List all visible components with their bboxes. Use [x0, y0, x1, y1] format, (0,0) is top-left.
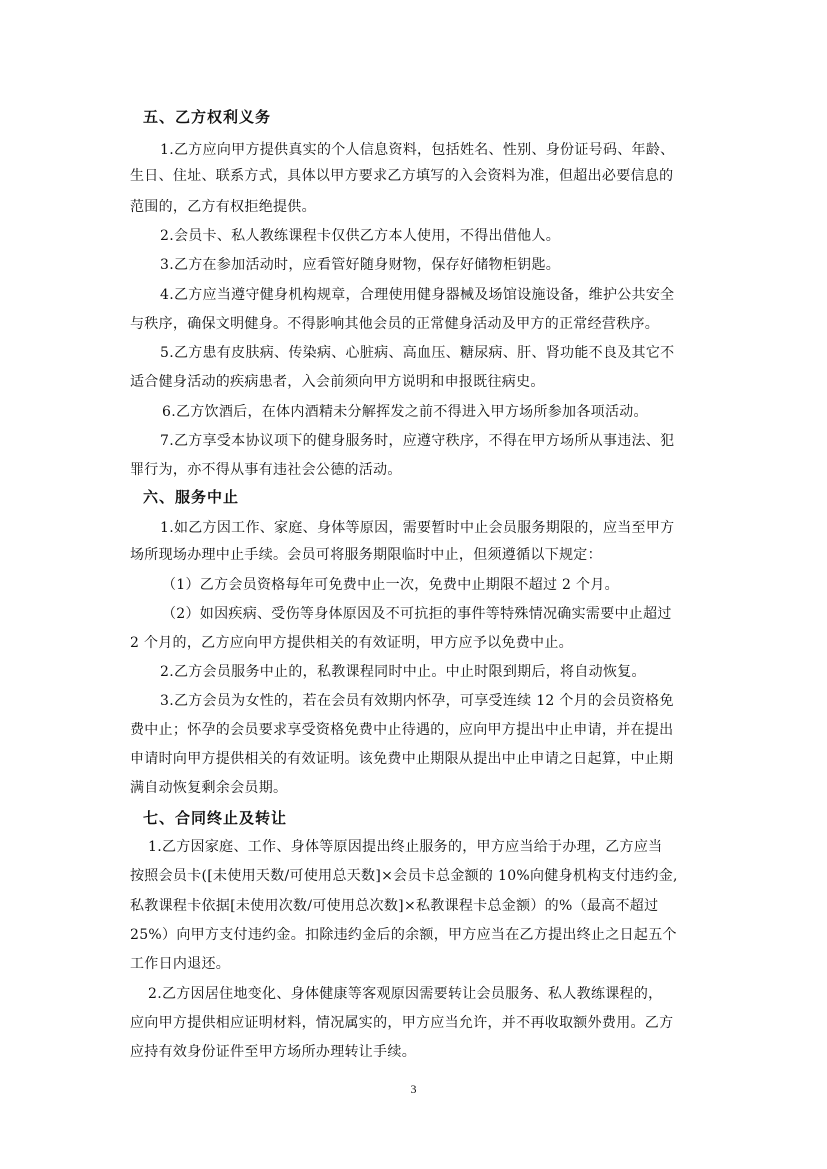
section-6-line: 3.乙方会员为女性的，若在会员有效期内怀孕，可享受连续 12 个月的会员资格免: [160, 693, 674, 709]
section-7-line: 按照会员卡([未使用天数/可使用总天数]×会员卡总金额的 10%向健身机构支付违约金,: [130, 868, 678, 884]
section-7-line: 25%）向甲方支付违约金。扣除违约金后的余额，甲方应当在乙方提出终止之日起五个: [130, 927, 677, 943]
section-7-heading: 七、合同终止及转让: [143, 809, 288, 827]
section-5-line: 2.会员卡、私人教练课程卡仅供乙方本人使用，不得出借他人。: [160, 228, 561, 244]
section-7-line: 2.乙方因居住地变化、身体健康等客观原因需要转让会员服务、私人教练课程的，: [148, 986, 663, 1002]
section-6-heading: 六、服务中止: [143, 488, 240, 506]
section-7-line: 私教课程卡依据[未使用次数/可使用总次数]×私教课程卡总金额）的%（最高不超过: [130, 898, 659, 914]
section-6-line: （1）乙方会员资格每年可免费中止一次，免费中止期限不超过 2 个月。: [162, 577, 619, 593]
section-6-line: 申请时向甲方提供相关的有效证明。该免费中止期限从提出中止申请之日起算，中止期: [130, 751, 674, 767]
section-5-line: 适合健身活动的疾病患者，入会前须向甲方说明和申报既往病史。: [130, 374, 545, 390]
section-5-line: 生日、住址、联系方式，具体以甲方要求乙方填写的入会资料为准，但超出必要信息的: [130, 168, 674, 184]
section-6-line: 场所现场办理中止手续。会员可将服务期限临时中止，但须遵循以下规定：: [130, 547, 602, 563]
section-6-line: 2.乙方会员服务中止的，私教课程同时中止。中止时限到期后，将自动恢复。: [160, 664, 646, 680]
section-5-line: 3.乙方在参加活动时，应看管好随身财物，保存好储物柜钥匙。: [160, 257, 561, 273]
section-5-line: 范围的，乙方有权拒绝提供。: [130, 199, 316, 215]
section-5-heading: 五、乙方权利义务: [143, 108, 272, 126]
section-6-line: 费中止；怀孕的会员要求享受资格免费中止待遇的，应向甲方提出中止申请，并在提出: [130, 722, 674, 738]
section-5-line: 4.乙方应当遵守健身机构规章，合理使用健身器械及场馆设施设备，维护公共安全: [160, 287, 675, 303]
section-6-line: 2 个月的，乙方应向甲方提供相关的有效证明，甲方应予以免费中止。: [130, 635, 573, 651]
section-7-line: 应向甲方提供相应证明材料，情况属实的，甲方应当允许，并不再收取额外费用。乙方: [130, 1015, 674, 1031]
section-5-line: 5.乙方患有皮肤病、传染病、心脏病、高血压、糖尿病、肝、肾功能不良及其它不: [160, 345, 675, 361]
section-6-line: 满自动恢复剩余会员期。: [130, 780, 288, 796]
section-5-line: 7.乙方享受本协议项下的健身服务时，应遵守秩序，不得在甲方场所从事违法、犯: [160, 433, 675, 449]
section-5-line: 1.乙方应向甲方提供真实的个人信息资料，包括姓名、性别、身份证号码、年龄、: [160, 142, 675, 158]
section-7-line: 工作日内退还。: [130, 956, 231, 972]
section-5-line: 与秩序，确保文明健身。不得影响其他会员的正常健身活动及甲方的正常经营秩序。: [130, 316, 660, 332]
section-6-line: （2）如因疾病、受伤等身体原因及不可抗拒的事件等特殊情况确实需要中止超过: [162, 606, 672, 622]
page-number: 3: [410, 1082, 417, 1096]
section-6-line: 1.如乙方因工作、家庭、身体等原因，需要暂时中止会员服务期限的，应当至甲方: [160, 520, 675, 536]
section-5-line: 罪行为，亦不得从事有违社会公德的活动。: [130, 462, 402, 478]
section-7-line: 应持有效身份证件至甲方场所办理转让手续。: [130, 1044, 416, 1060]
section-5-line: 6.乙方饮酒后，在体内酒精未分解挥发之前不得进入甲方场所参加各项活动。: [162, 404, 648, 420]
section-7-line: 1.乙方因家庭、工作、身体等原因提出终止服务的，甲方应当给于办理，乙方应当: [148, 839, 663, 855]
